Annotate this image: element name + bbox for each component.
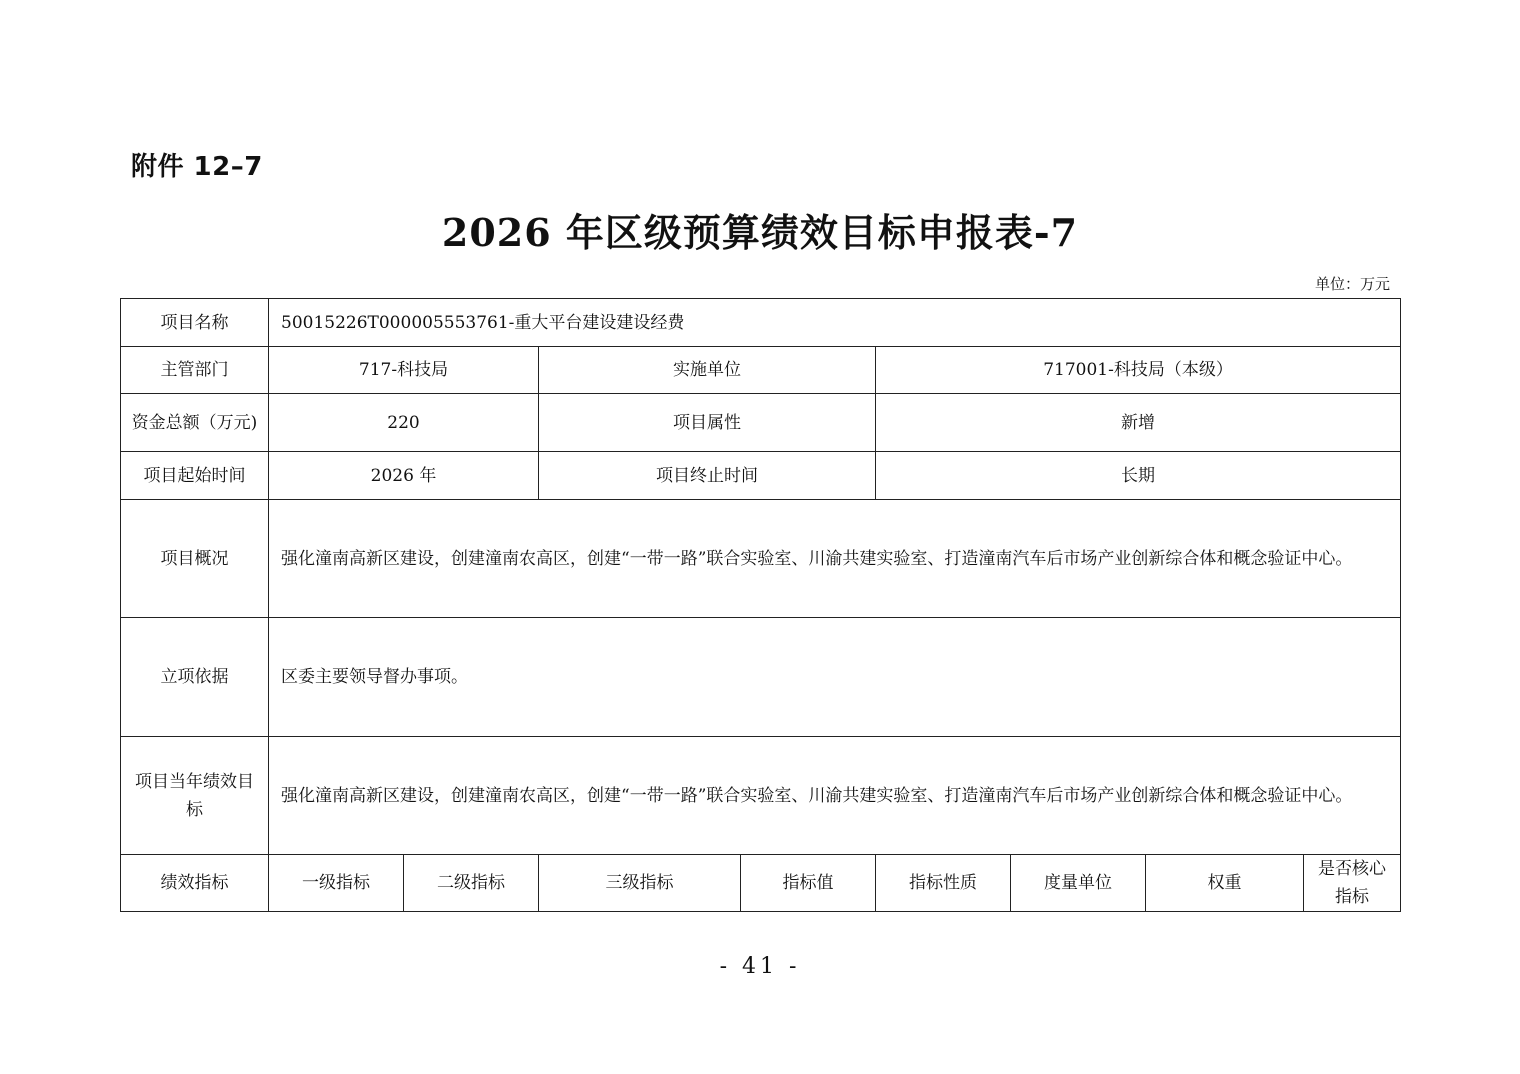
department-value: 717-科技局: [269, 347, 539, 394]
department-label: 主管部门: [121, 347, 269, 394]
indicator-header-level1: 一级指标: [269, 855, 404, 912]
basis-value: 区委主要领导督办事项。: [269, 618, 1401, 737]
implementer-value: 717001-科技局（本级）: [876, 347, 1401, 394]
indicator-label: 绩效指标: [121, 855, 269, 912]
row-indicators: [121, 855, 1401, 912]
overview-label: 项目概况: [121, 500, 269, 618]
page-number: - 41 -: [719, 954, 801, 979]
row-funding: [121, 394, 1401, 452]
row-basis: [121, 618, 1401, 737]
row-project-name: [121, 299, 1401, 347]
row-period: [121, 452, 1401, 500]
attribute-value: 新增: [876, 394, 1401, 452]
document-title: 2026 年区级预算绩效目标申报表-7: [441, 210, 1079, 255]
annual-goal-value: 强化潼南高新区建设，创建潼南农高区，创建“一带一路”联合实验室、川渝共建实验室、打造潼南汽车后市场产业创新综合体和概念验证中心。: [269, 737, 1401, 855]
funding-value: 220: [269, 394, 539, 452]
funding-label: 资金总额（万元): [121, 394, 269, 452]
implementer-label: 实施单位: [539, 347, 876, 394]
attribute-label: 项目属性: [539, 394, 876, 452]
indicator-header-nature: 指标性质: [876, 855, 1011, 912]
start-time-label: 项目起始时间: [121, 452, 269, 500]
basis-label: 立项依据: [121, 618, 269, 737]
project-name-value: 50015226T000005553761-重大平台建设建设经费: [269, 299, 1401, 347]
row-department: [121, 347, 1401, 394]
attachment-number: 附件 12–7: [131, 152, 263, 182]
annual-goal-label: 项目当年绩效目标: [121, 737, 269, 855]
indicator-header-weight: 权重: [1146, 855, 1304, 912]
overview-value: 强化潼南高新区建设，创建潼南农高区，创建“一带一路”联合实验室、川渝共建实验室、打造潼南汽车后市场产业创新综合体和概念验证中心。: [269, 500, 1401, 618]
indicator-header-unit: 度量单位: [1011, 855, 1146, 912]
end-time-value: 长期: [876, 452, 1401, 500]
end-time-label: 项目终止时间: [539, 452, 876, 500]
indicator-header-value: 指标值: [741, 855, 876, 912]
project-name-label: 项目名称: [121, 299, 269, 347]
indicator-header-level3: 三级指标: [539, 855, 741, 912]
indicator-header-core: 是否核心指标: [1304, 855, 1401, 912]
start-time-value: 2026 年: [269, 452, 539, 500]
budget-form-table: [120, 298, 1401, 912]
row-overview: [121, 500, 1401, 618]
unit-note: 单位：万元: [1314, 275, 1390, 293]
indicator-header-level2: 二级指标: [404, 855, 539, 912]
row-annual-goal: [121, 737, 1401, 855]
